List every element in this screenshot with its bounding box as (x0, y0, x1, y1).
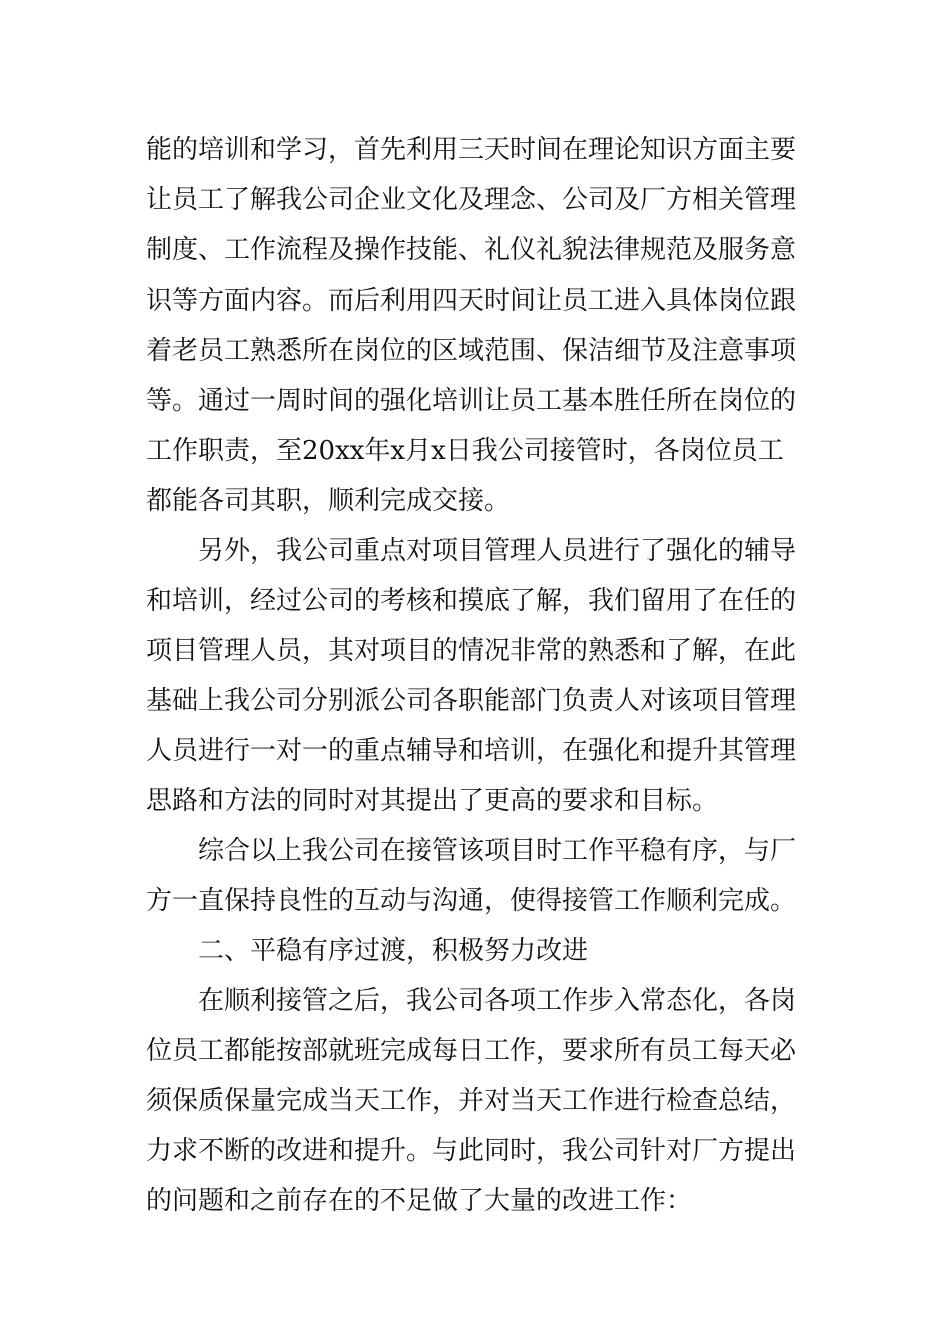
paragraph-first-line: 在顺利接管之后，我公司各项工作步入常态化，各岗 (198, 986, 797, 1016)
text-line: 让员工了解我公司企业文化及理念、公司及厂方相关管理 (146, 185, 797, 215)
text-line: 制度、工作流程及操作技能、礼仪礼貌法律规范及服务意 (146, 235, 797, 265)
text-line: 和培训，经过公司的考核和摸底了解，我们留用了在任的 (146, 586, 797, 616)
text-line: 思路和方法的同时对其提出了更高的要求和目标。 (146, 786, 719, 816)
text-line: 须保质保量完成当天工作，并对当天工作进行检查总结， (146, 1086, 797, 1116)
text-line: 的问题和之前存在的不足做了大量的改进工作： (146, 1186, 693, 1216)
text-line: 识等方面内容。而后利用四天时间让员工进入具体岗位跟 (146, 286, 797, 316)
text-line: 力求不断的改进和提升。与此同时，我公司针对厂方提出 (146, 1136, 797, 1166)
text-line: 工作职责，至20xx年x月x日我公司接管时，各岗位员工 (146, 436, 784, 466)
text-line: 基础上我公司分别派公司各职能部门负责人对该项目管理 (146, 686, 797, 716)
text-line: 能的培训和学习，首先利用三天时间在理论知识方面主要 (146, 135, 797, 165)
paragraph-first-line: 另外，我公司重点对项目管理人员进行了强化的辅导 (198, 536, 797, 566)
text-line: 方一直保持良性的互动与沟通，使得接管工作顺利完成。 (146, 886, 797, 916)
text-line: 都能各司其职，顺利完成交接。 (146, 486, 511, 516)
text-line: 着老员工熟悉所在岗位的区域范围、保洁细节及注意事项 (146, 336, 797, 366)
section-heading: 二、平稳有序过渡，积极努力改进 (198, 936, 589, 966)
text-line: 人员进行一对一的重点辅导和培训，在强化和提升其管理 (146, 736, 797, 766)
text-line: 等。通过一周时间的强化培训让员工基本胜任所在岗位的 (146, 386, 797, 416)
text-line: 位员工都能按部就班完成每日工作，要求所有员工每天必 (146, 1036, 797, 1066)
text-line: 项目管理人员，其对项目的情况非常的熟悉和了解，在此 (146, 636, 797, 666)
paragraph-first-line: 综合以上我公司在接管该项目时工作平稳有序，与厂 (198, 836, 797, 866)
